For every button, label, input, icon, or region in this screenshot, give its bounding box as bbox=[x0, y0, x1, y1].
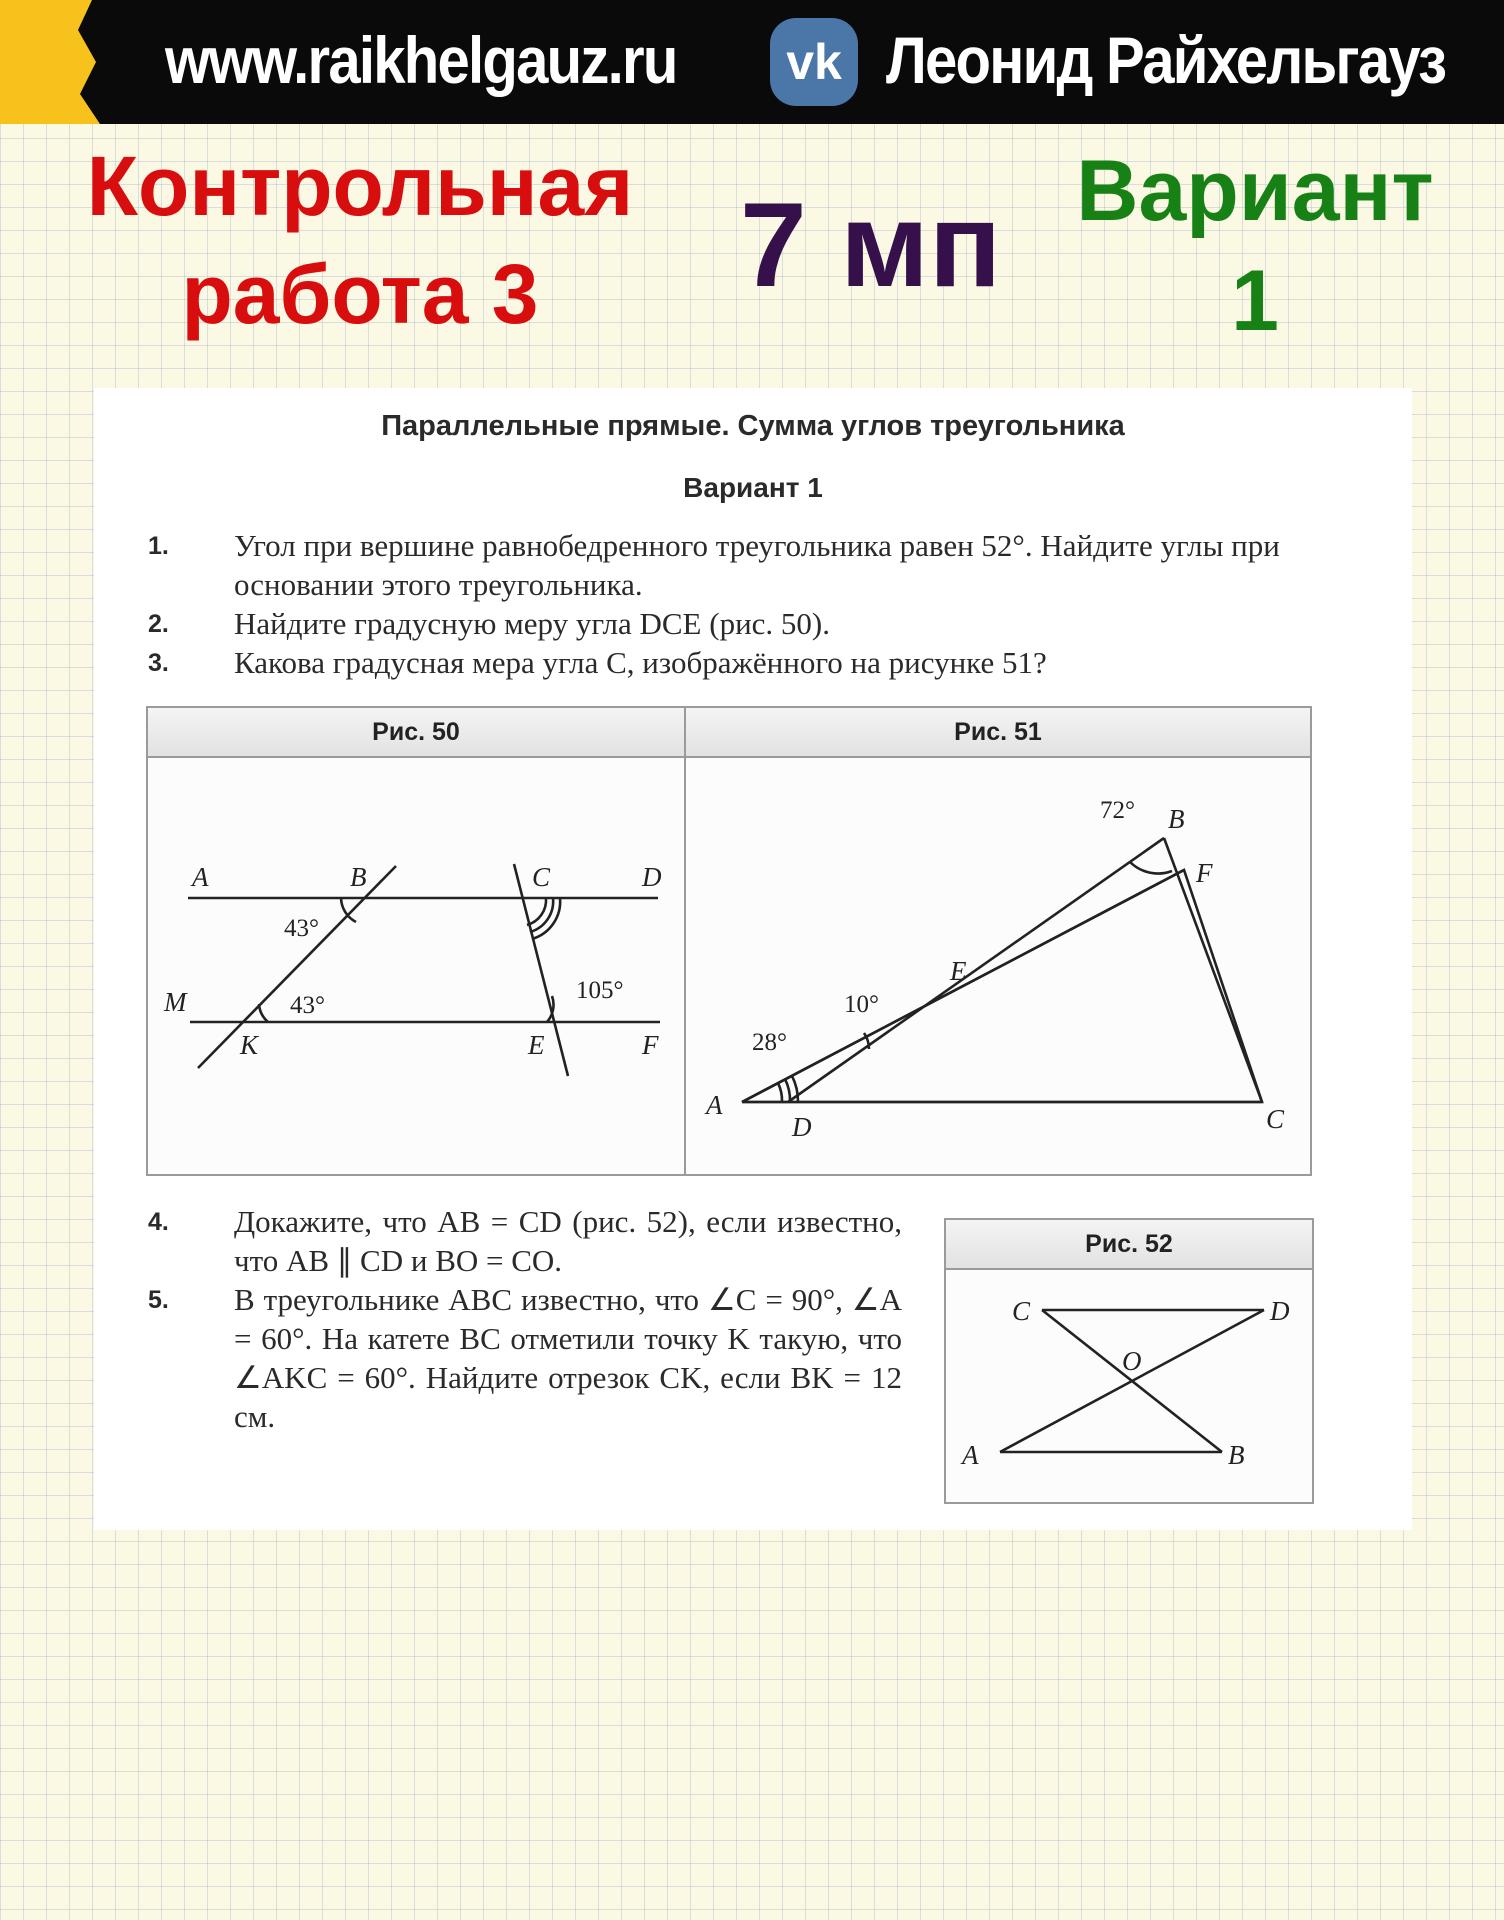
segment-af bbox=[742, 870, 1184, 1102]
angle-arc-b bbox=[1130, 862, 1172, 874]
label-a: A bbox=[706, 1090, 723, 1120]
angle-arc-a2 bbox=[785, 1079, 790, 1102]
angle-43-top: 43° bbox=[284, 915, 319, 942]
site-url-link[interactable]: www.raikhelgauz.ru bbox=[165, 23, 677, 97]
figure-51 bbox=[684, 706, 1312, 1176]
label-c: C bbox=[1266, 1104, 1285, 1134]
figure-title: Рис. 51 bbox=[686, 708, 1310, 758]
triangle-abf-side bbox=[742, 870, 1262, 1102]
label-a: A bbox=[192, 862, 209, 892]
task-number: 2. bbox=[148, 610, 169, 638]
angle-43-bottom: 43° bbox=[290, 992, 325, 1019]
label-b: B bbox=[1168, 804, 1185, 834]
task-number: 5. bbox=[148, 1286, 169, 1314]
angle-28: 28° bbox=[752, 1029, 787, 1056]
task-text: Докажите, что AB = CD (рис. 52), если известно, что AB ∥ CD и BO = CO. bbox=[234, 1204, 902, 1278]
sheet-variant: Вариант 1 bbox=[683, 472, 823, 503]
angle-72: 72° bbox=[1100, 797, 1135, 824]
task-text: Найдите градусную меру угла DCE (рис. 50). bbox=[234, 606, 830, 641]
label-k: K bbox=[240, 1030, 259, 1060]
figure-title: Рис. 50 bbox=[148, 708, 684, 758]
work-title: Контрольная работа 3 bbox=[86, 139, 634, 341]
label-b: B bbox=[1228, 1440, 1245, 1470]
label-f: F bbox=[642, 1030, 659, 1060]
angle-105: 105° bbox=[576, 977, 624, 1004]
label-b: B bbox=[350, 862, 367, 892]
angle-arc-a1 bbox=[778, 1083, 782, 1102]
label-d: D bbox=[792, 1112, 812, 1142]
figure-title: Рис. 52 bbox=[946, 1220, 1312, 1270]
task-number: 3. bbox=[148, 649, 169, 677]
grade-title: 7 мп bbox=[740, 178, 1002, 312]
label-c: C bbox=[1012, 1296, 1031, 1326]
segment-da bbox=[1000, 1310, 1264, 1452]
label-d: D bbox=[642, 862, 662, 892]
figure-52 bbox=[944, 1218, 1314, 1504]
header-banner bbox=[0, 0, 1504, 124]
transversal-bk bbox=[198, 866, 396, 1068]
sheet-heading: Параллельные прямые. Сумма углов треугольника bbox=[381, 410, 1125, 442]
angle-arc-k bbox=[259, 1004, 268, 1022]
figure-50-drawing bbox=[148, 758, 684, 1174]
test-sheet bbox=[94, 388, 1412, 1530]
segment-db bbox=[788, 838, 1164, 1102]
banner-tab-decoration bbox=[0, 0, 100, 124]
angle-arc-c1 bbox=[527, 898, 546, 925]
task-number: 1. bbox=[148, 532, 169, 560]
author-name[interactable]: Леонид Райхельгауз bbox=[886, 23, 1446, 97]
task-number: 4. bbox=[148, 1208, 169, 1236]
label-f: F bbox=[1196, 858, 1213, 888]
label-c: C bbox=[532, 862, 551, 892]
figure-51-drawing bbox=[686, 758, 1310, 1174]
task-text: В треугольнике ABC известно, что ∠C = 90°, ∠A = 60°. На катете BC отметили точку K такую, что ∠AKC = 60°. Найдите отрезок CK, если BK = 12 см. bbox=[234, 1282, 902, 1434]
angle-10: 10° bbox=[844, 991, 879, 1018]
label-e: E bbox=[950, 956, 967, 986]
figure-50 bbox=[146, 706, 686, 1176]
label-d: D bbox=[1270, 1296, 1290, 1326]
vk-icon[interactable]: vk bbox=[770, 18, 858, 106]
label-m: M bbox=[164, 987, 187, 1017]
figure-52-drawing bbox=[946, 1270, 1312, 1502]
label-a: A bbox=[962, 1440, 979, 1470]
task-text: Какова градусная мера угла C, изображённого на рисунке 51? bbox=[234, 645, 1047, 680]
variant-title: Вариант 1 bbox=[1076, 143, 1434, 349]
side-cb bbox=[1164, 838, 1262, 1102]
label-o: O bbox=[1122, 1346, 1142, 1376]
task-text: Угол при вершине равнобедренного треугольника равен 52°. Найдите углы при основании этого треугольника. bbox=[234, 528, 1280, 602]
label-e: E bbox=[528, 1030, 545, 1060]
